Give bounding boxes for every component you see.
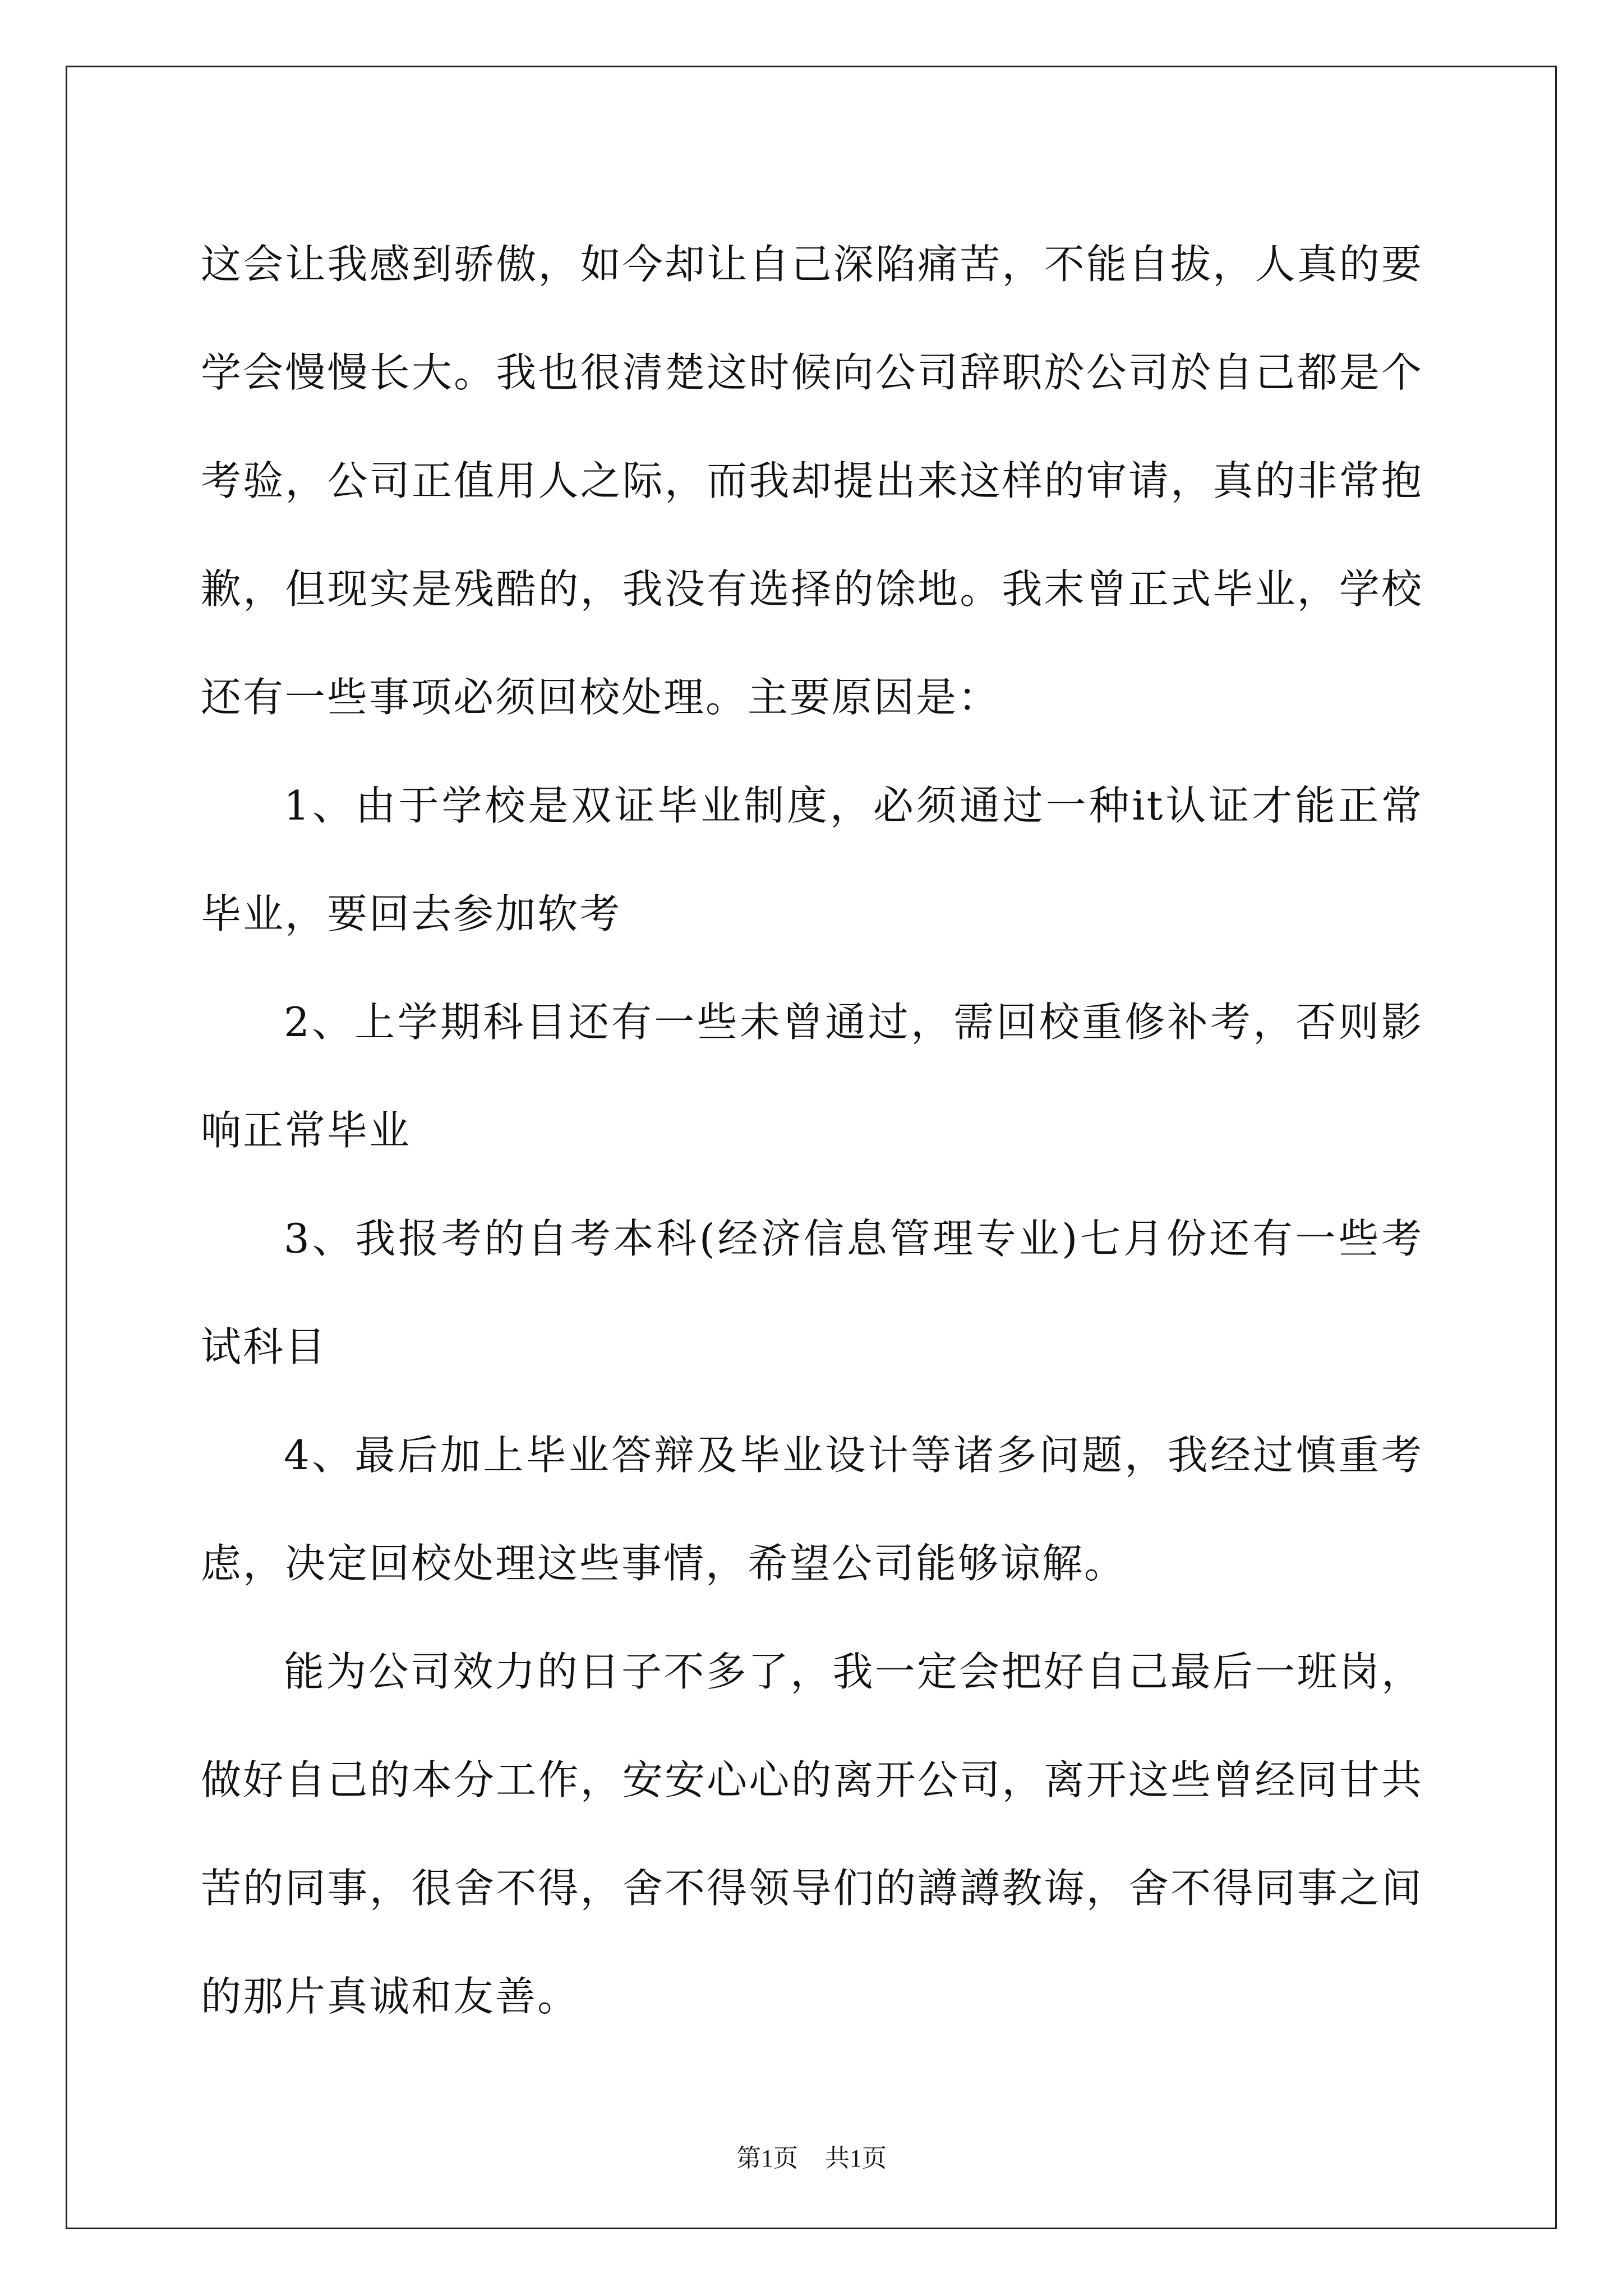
page-number: 第1页 <box>736 2145 798 2172</box>
paragraph-4: 3、我报考的自考本科(经济信息管理专业)七月份还有一些考试科目 <box>201 1215 1423 1370</box>
paragraph-3: 2、上学期科目还有一些未曾通过，需回校重修补考，否则影响正常毕业 <box>201 999 1423 1154</box>
paragraph-6: 能为公司效力的日子不多了，我一定会把好自己最后一班岗，做好自己的本分工作，安安心心的离开公司，离开这些曾经同甘共苦的同事，很舍不得，舍不得领导们的譐譐教诲，舍不得同事之间的那片真诚和友善。 <box>201 1648 1423 2020</box>
paragraph-5: 4、最后加上毕业答辩及毕业设计等诸多问题，我经过慎重考虑，决定回校处理这些事情，希望公司能够谅解。 <box>201 1432 1423 1587</box>
paragraph-1: 这会让我感到骄傲，如今却让自己深陷痛苦，不能自拔，人真的要学会慢慢长大。我也很清楚这时候向公司辞职於公司於自己都是个考验，公司正值用人之际，而我却提出来这样的审请，真的非常抱歉，但现实是残酷的，我没有选择的馀地。我末曾正式毕业，学校还有一些事项必须回校处理。主要原因是： <box>201 241 1423 721</box>
page-total: 共1页 <box>825 2145 887 2172</box>
paragraph-2: 1、由于学校是双证毕业制度，必须通过一种it认证才能正常毕业，要回去参加软考 <box>201 782 1423 937</box>
page-footer <box>0 2142 1623 2175</box>
document-body <box>201 210 1423 2051</box>
